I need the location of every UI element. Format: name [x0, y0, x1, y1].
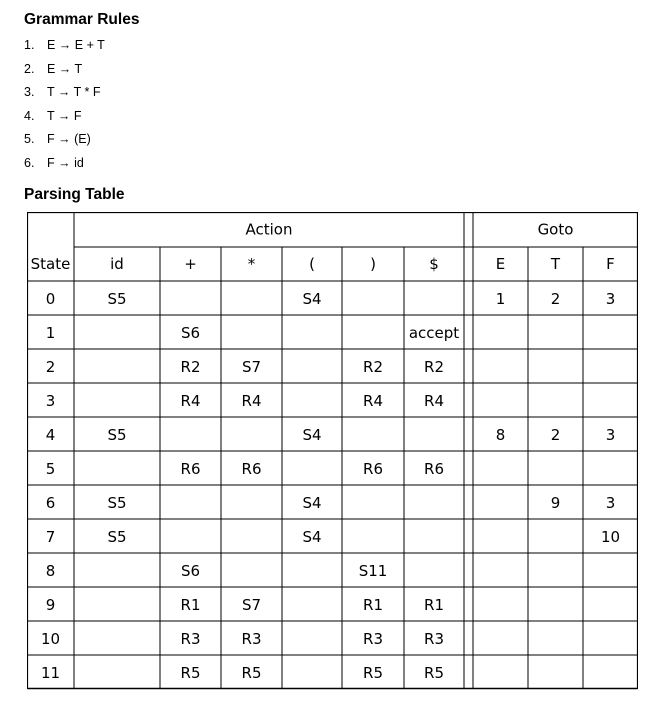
- goto-column-header: E: [495, 255, 506, 273]
- action-cell: S5: [107, 494, 127, 512]
- action-cell: R5: [363, 664, 383, 682]
- goto-cell: 1: [495, 290, 506, 308]
- action-cell: R4: [363, 392, 383, 410]
- rule-number: 5.: [24, 132, 35, 146]
- state-cell: 11: [40, 664, 61, 682]
- rule-text: F → id: [47, 155, 84, 170]
- goto-cell: 8: [495, 426, 506, 444]
- goto-cell: 10: [600, 528, 621, 546]
- goto-column-header: F: [606, 255, 615, 273]
- state-cell: 9: [45, 596, 56, 614]
- action-cell: S5: [107, 290, 127, 308]
- action-column-header: id: [110, 255, 124, 273]
- rule-text: T → T * F: [47, 85, 101, 99]
- rule-number: 3.: [24, 85, 35, 99]
- grammar-rule: [24, 37, 105, 61]
- rule-text: E → T: [47, 61, 83, 76]
- goto-column-header: T: [550, 255, 561, 273]
- goto-cell: 3: [605, 290, 616, 308]
- action-cell: S4: [302, 290, 322, 308]
- goto-header: Goto: [537, 220, 574, 239]
- action-cell: R1: [424, 596, 444, 614]
- action-cell: R4: [241, 392, 262, 410]
- action-cell: R3: [180, 630, 201, 648]
- action-cell: R2: [363, 358, 383, 376]
- action-cell: S6: [180, 324, 201, 342]
- grammar-rule: [24, 155, 105, 179]
- action-cell: R3: [241, 630, 262, 648]
- action-column-header: *: [247, 255, 256, 273]
- action-column-header: ): [370, 255, 376, 273]
- goto-cell: 3: [605, 426, 616, 444]
- rule-number: 4.: [24, 108, 35, 123]
- state-cell: 4: [45, 426, 56, 444]
- goto-cell: 2: [550, 290, 561, 308]
- rule-number: 6.: [24, 155, 35, 170]
- action-cell: R5: [241, 664, 262, 682]
- action-cell: S5: [107, 426, 127, 444]
- action-header: Action: [245, 220, 293, 239]
- action-cell: S7: [241, 358, 262, 376]
- action-cell: S6: [180, 562, 201, 580]
- action-cell: R6: [424, 460, 444, 478]
- state-cell: 6: [45, 494, 56, 512]
- action-cell: R6: [180, 460, 201, 478]
- action-cell: R2: [424, 358, 444, 376]
- goto-cell: 3: [605, 494, 616, 512]
- rule-text: E → E + T: [47, 38, 105, 52]
- action-column-header: (: [309, 255, 315, 273]
- grammar-rule: [24, 84, 105, 108]
- action-cell: R2: [180, 358, 201, 376]
- state-cell: 10: [40, 630, 61, 648]
- action-cell: R4: [180, 392, 201, 410]
- grammar-rule: [24, 61, 105, 85]
- action-cell: R3: [424, 630, 444, 648]
- grammar-rules-list: [24, 37, 105, 178]
- parsing-table: [27, 212, 638, 693]
- action-cell: S4: [302, 426, 322, 444]
- action-column-header: $: [429, 255, 439, 273]
- action-cell: R6: [241, 460, 262, 478]
- action-cell: R6: [363, 460, 383, 478]
- action-cell: S5: [107, 528, 127, 546]
- state-cell: 8: [45, 562, 56, 580]
- rule-number: 1.: [24, 38, 35, 52]
- rule-number: 2.: [24, 61, 35, 76]
- action-cell: S7: [241, 596, 262, 614]
- grammar-rule: [24, 131, 105, 155]
- state-cell: 5: [45, 460, 56, 478]
- action-cell: S4: [302, 494, 322, 512]
- state-cell: 2: [45, 358, 56, 376]
- action-cell: R1: [180, 596, 201, 614]
- state-cell: 7: [45, 528, 56, 546]
- action-cell: R4: [424, 392, 444, 410]
- goto-cell: 9: [550, 494, 561, 512]
- action-cell: R5: [180, 664, 201, 682]
- action-cell: S11: [358, 562, 388, 580]
- grammar-rule: [24, 108, 105, 132]
- state-cell: 1: [45, 324, 56, 342]
- action-cell: R3: [363, 630, 383, 648]
- parsing-table-title: Parsing Table: [24, 186, 125, 203]
- state-cell: 0: [45, 290, 56, 308]
- state-column-header: State: [30, 255, 71, 273]
- action-cell: accept: [408, 324, 460, 342]
- action-cell: R5: [424, 664, 444, 682]
- grammar-rules-title: Grammar Rules: [24, 11, 140, 28]
- action-cell: R1: [363, 596, 383, 614]
- rule-text: F → (E): [47, 132, 91, 146]
- action-cell: S4: [302, 528, 322, 546]
- goto-cell: 2: [550, 426, 561, 444]
- rule-text: T → F: [47, 108, 82, 123]
- state-cell: 3: [45, 392, 56, 410]
- action-column-header: +: [184, 255, 197, 273]
